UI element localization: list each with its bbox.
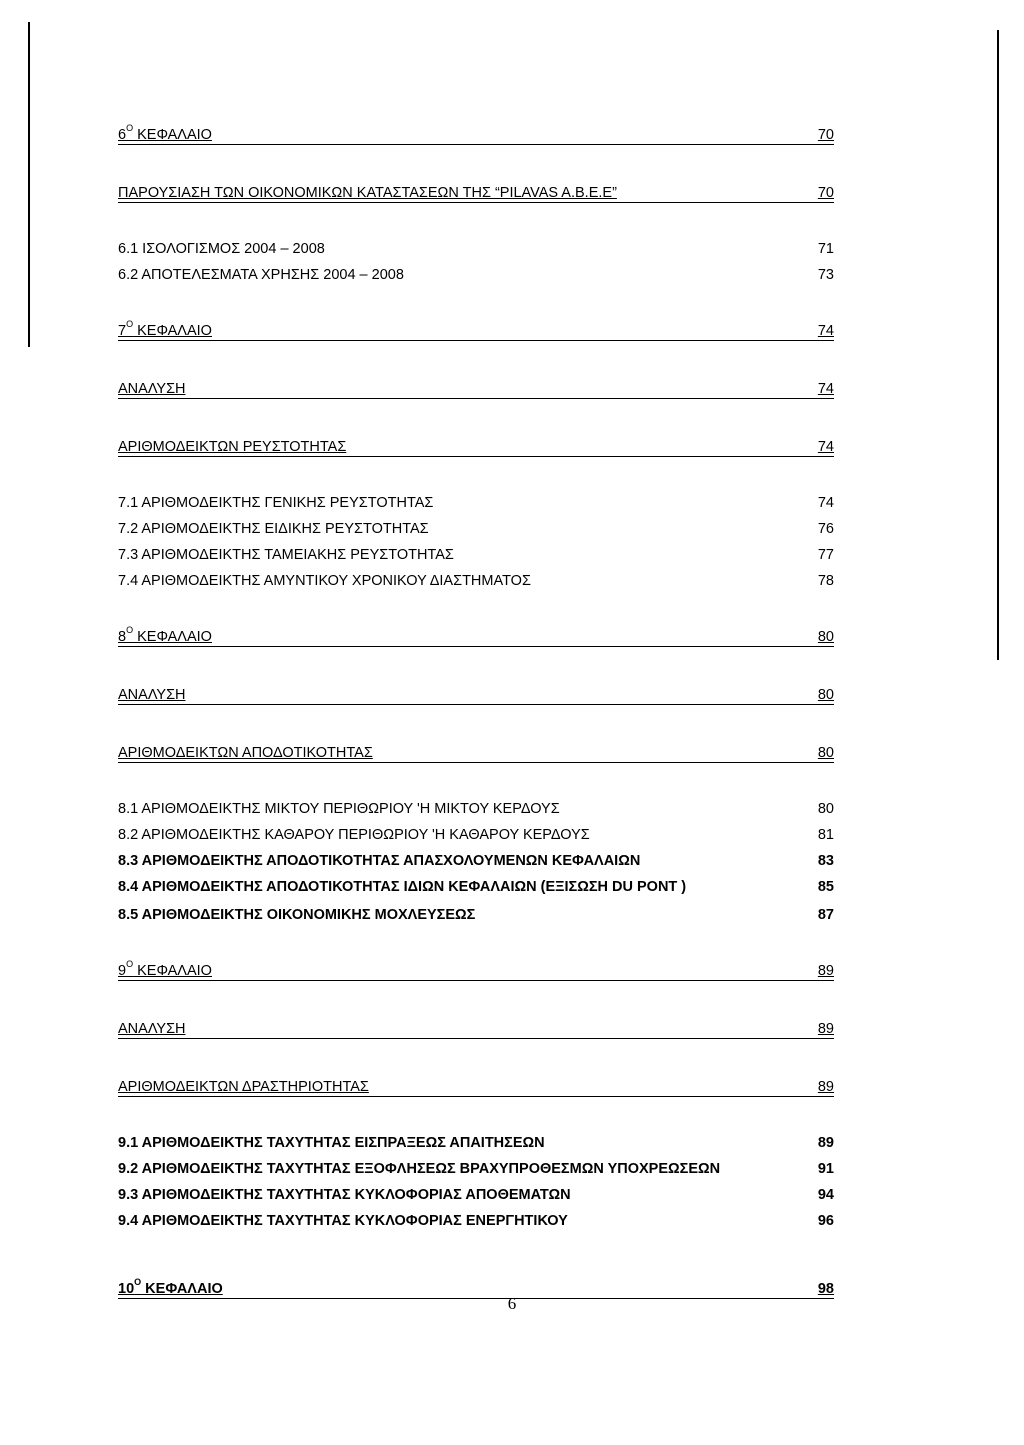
toc-entry-title — [118, 959, 212, 980]
toc-page-number: 80 — [817, 801, 834, 817]
toc-entry-label: ΠΑΡΟΥΣΙΑΣΗ ΤΩΝ ΟΙΚΟΝΟΜΙΚΩΝ ΚΑΤΑΣΤΑΣΕΩΝ ΤΗΣ “PILAVAS A.B.E.E” — [118, 185, 617, 201]
toc-page-number: 89 — [817, 1135, 834, 1151]
toc-entry-title — [118, 826, 590, 844]
toc-entry-label: ΑΝΑΛΥΣΗ — [118, 687, 186, 703]
toc-entry-title — [118, 546, 454, 564]
toc-entry-label: 8.3 ΑΡΙΘΜΟΔΕΙΚΤΗΣ ΑΠΟΔΟΤΙΚΟΤΗΤΑΣ ΑΠΑΣΧΟΛΟΥΜΕΝΩΝ ΚΕΦΑΛΑΙΩΝ — [118, 853, 641, 869]
toc-entry-label: 8.1 ΑΡΙΘΜΟΔΕΙΚΤΗΣ ΜΙΚΤΟΥ ΠΕΡΙΘΩΡΙΟΥ 'Η ΜΙΚΤΟΥ ΚΕΡΔΟΥΣ — [118, 801, 560, 817]
toc-entry[interactable] — [118, 434, 834, 457]
toc-entry-title — [118, 438, 346, 456]
toc-page-number: 81 — [817, 827, 834, 843]
toc-entry-label: ΚΕΦΑΛΑΙΟ — [133, 629, 212, 645]
toc-entry[interactable] — [118, 1208, 834, 1230]
toc-entry-title — [118, 1160, 720, 1178]
toc-page-number: 96 — [817, 1213, 834, 1229]
toc-entry-title — [118, 184, 617, 202]
toc-entry-label: 7.1 ΑΡΙΘΜΟΔΕΙΚΤΗΣ ΓΕΝΙΚΗΣ ΡΕΥΣΤΟΤΗΤΑΣ — [118, 495, 434, 511]
toc-entry-label: ΑΝΑΛΥΣΗ — [118, 381, 186, 397]
right-scan-border — [997, 30, 999, 660]
toc-page-number: 78 — [817, 573, 834, 589]
toc-entry-label: 8.5 ΑΡΙΘΜΟΔΕΙΚΤΗΣ ΟΙΚΟΝΟΜΙΚΗΣ ΜΟΧΛΕΥΣΕΩΣ — [118, 907, 476, 923]
chapter-number: 6 — [118, 127, 127, 143]
toc-page-number: 70 — [817, 185, 834, 201]
toc-entry-label: ΚΕΦΑΛΑΙΟ — [133, 963, 212, 979]
toc-entry-label: 8.2 ΑΡΙΘΜΟΔΕΙΚΤΗΣ ΚΑΘΑΡΟΥ ΠΕΡΙΘΩΡΙΟΥ 'Η ΚΑΘΑΡΟΥ ΚΕΡΔΟΥΣ — [118, 827, 590, 843]
toc-entry-label: 9.4 ΑΡΙΘΜΟΔΕΙΚΤΗΣ ΤΑΧΥΤΗΤΑΣ ΚΥΚΛΟΦΟΡΙΑΣ ΕΝΕΡΓΗΤΙΚΟΥ — [118, 1213, 568, 1229]
toc-page-number: 74 — [817, 495, 834, 511]
toc-entry-label: ΑΝΑΛΥΣΗ — [118, 1021, 186, 1037]
toc-entry-label: 9.2 ΑΡΙΘΜΟΔΕΙΚΤΗΣ ΤΑΧΥΤΗΤΑΣ ΕΞΟΦΛΗΣΕΩΣ ΒΡΑΧΥΠΡΟΘΕΣΜΩΝ ΥΠΟΧΡΕΩΣΕΩΝ — [118, 1161, 721, 1177]
left-scan-border — [28, 22, 30, 347]
toc-page-number: 94 — [817, 1187, 834, 1203]
toc-entry[interactable] — [118, 902, 834, 924]
toc-entry-title — [118, 380, 186, 398]
toc-entry-label: 7.4 ΑΡΙΘΜΟΔΕΙΚΤΗΣ ΑΜΥΝΤΙΚΟΥ ΧΡΟΝΙΚΟΥ ΔΙΑΣΤΗΜΑΤΟΣ — [118, 573, 531, 589]
toc-page-number: 80 — [817, 745, 834, 761]
toc-entry-title — [118, 625, 212, 646]
ordinal-superscript: O — [134, 1277, 142, 1287]
toc-entry-title — [118, 240, 325, 258]
toc-entry-label: 9.3 ΑΡΙΘΜΟΔΕΙΚΤΗΣ ΤΑΧΥΤΗΤΑΣ ΚΥΚΛΟΦΟΡΙΑΣ ΑΠΟΘΕΜΑΤΩΝ — [118, 1187, 571, 1203]
toc-entry-label: 9.1 ΑΡΙΘΜΟΔΕΙΚΤΗΣ ΤΑΧΥΤΗΤΑΣ ΕΙΣΠΡΑΞΕΩΣ ΑΠΑΙΤΗΣΕΩΝ — [118, 1135, 545, 1151]
toc-entry[interactable] — [118, 318, 834, 341]
toc-entry[interactable] — [118, 874, 834, 896]
toc-entry-label: ΚΕΦΑΛΑΙΟ — [133, 127, 212, 143]
toc-entry-title — [118, 800, 560, 818]
toc-page-number: 80 — [817, 687, 834, 703]
toc-page-number: 77 — [817, 547, 834, 563]
toc-page-number: 98 — [817, 1281, 834, 1297]
toc-entry-label: ΚΕΦΑΛΑΙΟ — [141, 1281, 223, 1297]
toc-entry-title — [118, 878, 686, 896]
toc-page-number: 91 — [817, 1161, 834, 1177]
toc-entry-title — [118, 1186, 571, 1204]
toc-page-number: 89 — [817, 1079, 834, 1095]
toc-page-number: 87 — [817, 907, 834, 923]
chapter-number: 7 — [118, 323, 127, 339]
ordinal-superscript: O — [126, 959, 134, 969]
toc-page-number: 71 — [817, 241, 834, 257]
chapter-number: 8 — [118, 629, 127, 645]
ordinal-superscript: O — [126, 123, 134, 133]
toc-page-number: 80 — [817, 629, 834, 645]
toc-entry[interactable] — [118, 958, 834, 981]
toc-entry[interactable] — [118, 682, 834, 705]
toc-entry[interactable] — [118, 568, 834, 590]
toc-entry-title — [118, 572, 531, 590]
toc-page-number: 74 — [817, 323, 834, 339]
toc-entry-label: ΑΡΙΘΜΟΔΕΙΚΤΩΝ ΔΡΑΣΤΗΡΙΟΤΗΤΑΣ — [118, 1079, 369, 1095]
toc-entry[interactable] — [118, 1130, 834, 1152]
toc-entry[interactable] — [118, 490, 834, 512]
toc-entry[interactable] — [118, 740, 834, 763]
toc-page-number: 89 — [817, 1021, 834, 1037]
toc-entry-title — [118, 1134, 545, 1152]
toc-entry-title — [118, 744, 373, 762]
toc-page-number: 85 — [817, 879, 834, 895]
toc-entry[interactable] — [118, 1074, 834, 1097]
toc-entry[interactable] — [118, 1156, 834, 1178]
toc-entry[interactable] — [118, 1016, 834, 1039]
toc-entry-title — [118, 266, 404, 284]
toc-entry-title — [118, 319, 212, 340]
page-number: 6 — [507, 1294, 517, 1313]
toc-entry-title — [118, 852, 640, 870]
toc-entry[interactable] — [118, 236, 834, 258]
toc-entry[interactable] — [118, 542, 834, 564]
toc-entry[interactable] — [118, 180, 834, 203]
toc-entry-title — [118, 123, 212, 144]
chapter-number: 9 — [118, 963, 127, 979]
toc-entry-title — [118, 494, 433, 512]
toc-entry[interactable] — [118, 1182, 834, 1204]
toc-entry[interactable] — [118, 516, 834, 538]
toc-entry[interactable] — [118, 822, 834, 844]
toc-entry-title — [118, 906, 475, 924]
ordinal-superscript: O — [126, 625, 134, 635]
toc-entry-label: ΑΡΙΘΜΟΔΕΙΚΤΩΝ ΡΕΥΣΤΟΤΗΤΑΣ — [118, 439, 347, 455]
toc-entry-label: 6.1 ΙΣΟΛΟΓΙΣΜΟΣ 2004 – 2008 — [118, 241, 325, 257]
toc-entry-label: 6.2 ΑΠΟΤΕΛΕΣΜΑΤΑ ΧΡΗΣΗΣ 2004 – 2008 — [118, 267, 404, 283]
toc-entry[interactable] — [118, 122, 834, 145]
toc-entry-label: 7.2 ΑΡΙΘΜΟΔΕΙΚΤΗΣ ΕΙΔΙΚΗΣ ΡΕΥΣΤΟΤΗΤΑΣ — [118, 521, 429, 537]
ordinal-superscript: O — [126, 319, 134, 329]
toc-entry-label: ΚΕΦΑΛΑΙΟ — [133, 323, 212, 339]
toc-page-number: 74 — [817, 381, 834, 397]
chapter-number: 10 — [118, 1281, 135, 1297]
toc-page-number: 89 — [817, 963, 834, 979]
toc-entry-label: ΑΡΙΘΜΟΔΕΙΚΤΩΝ ΑΠΟΔΟΤΙΚΟΤΗΤΑΣ — [118, 745, 373, 761]
toc-page-number: 73 — [817, 267, 834, 283]
toc-entry[interactable] — [118, 376, 834, 399]
toc-page-number: 74 — [817, 439, 834, 455]
toc-entry-title — [118, 1020, 186, 1038]
toc-entry-title — [118, 686, 186, 704]
toc-page-number: 76 — [817, 521, 834, 537]
toc-entry[interactable] — [118, 796, 834, 818]
toc-entry-title — [118, 1212, 568, 1230]
toc-entry[interactable] — [118, 262, 834, 284]
toc-entry[interactable] — [118, 624, 834, 647]
toc-page-number: 70 — [817, 127, 834, 143]
toc-entry-title — [118, 1078, 369, 1096]
toc-entry-label: 8.4 ΑΡΙΘΜΟΔΕΙΚΤΗΣ ΑΠΟΔΟΤΙΚΟΤΗΤΑΣ ΙΔΙΩΝ ΚΕΦΑΛΑΙΩΝ (ΕΞΙΣΩΣΗ DU PONT ) — [118, 879, 687, 895]
toc-entry-label: 7.3 ΑΡΙΘΜΟΔΕΙΚΤΗΣ ΤΑΜΕΙΑΚΗΣ ΡΕΥΣΤΟΤΗΤΑΣ — [118, 547, 454, 563]
toc-entry[interactable] — [118, 848, 834, 870]
toc-page-number: 83 — [817, 853, 834, 869]
toc-entry-title — [118, 520, 429, 538]
